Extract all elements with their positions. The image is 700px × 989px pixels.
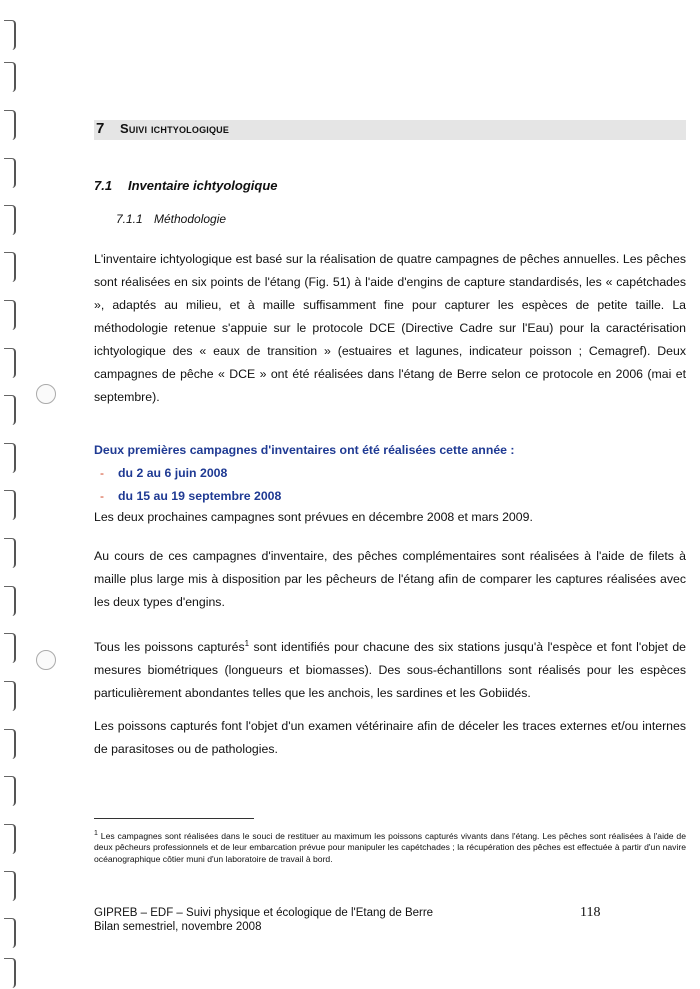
fish-paragraph-rest: sont identifiés pour chacune des six stations jusqu'à l'espèce et font l'objet de mesures biométriques (longueurs et biomasses). Des sous-échantillons sont réalisés pour les espèces particulièrement abondantes telles que les anchois, les sardines et les Gobiidés.	[94, 640, 686, 701]
punch-hole	[36, 650, 56, 670]
campaigns-heading: Deux premières campagnes d'inventaires ont été réalisées cette année :	[94, 443, 515, 457]
complementary-paragraph: Au cours de ces campagnes d'inventaire, des pêches complémentaires sont réalisées à l'aide de filets à maille plus large mis à disposition par les pêcheurs de l'étang afin de comparer les captures réalisées avec les deux types d'engins.	[94, 549, 686, 609]
bullet-dash: -	[100, 489, 104, 503]
fish-paragraph	[94, 632, 686, 705]
subsection-number: 7.1	[94, 178, 113, 193]
footnote-text: Les campagnes sont réalisées dans le souci de restituer au maximum les poissons capturés vivants dans l'étang. Les pêches sont réalisées à l'aide de deux pêcheurs professionnels et de leur embarcation prévue pour manipuler les capétchades ; la récupération des pêches est effectuée à partir d'un navire océanographique côtier muni d'un laboratoire de travail à bord.	[94, 830, 686, 864]
footnote-number: 1	[94, 830, 98, 837]
veterinary-paragraph: Les poissons capturés font l'objet d'un examen vétérinaire afin de déceler les traces externes et/ou internes de parasitoses ou de pathologies.	[94, 719, 686, 756]
subsubsection-title: Méthodologie	[154, 212, 227, 226]
subsubsection-number: 7.1.1	[116, 212, 143, 226]
page-number: 118	[580, 905, 601, 920]
footer-line-2: Bilan semestriel, novembre 2008	[94, 921, 262, 933]
subsection-title: Inventaire ichtyologique	[128, 178, 278, 193]
footnote-separator	[94, 818, 254, 819]
methodology-paragraph: L'inventaire ichtyologique est basé sur la réalisation de quatre campagnes de pêches annuelles. Les pêches sont réalisées en six points de l'étang (Fig. 51) à l'aide d'engins de capture standardisés, les « capétchades », adaptés au milieu, et à maille suffisamment fine pour capturer les espèces de petite taille. La méthodologie retenue s'appuie sur le protocole DCE (Directive Cadre sur l'Eau) pour la caractérisation ichtyologique des « eaux de transition » (estuaires et lagunes, indicateur poisson ; Cemagref). Deux campagnes de pêche « DCE » ont été réalisées dans l'étang de Berre selon ce protocole en 2006 (mai et septembre).	[94, 252, 686, 404]
campaign-item: du 15 au 19 septembre 2008	[118, 489, 282, 503]
next-campaigns: Les deux prochaines campagnes sont prévues en décembre 2008 et mars 2009.	[94, 510, 533, 524]
footnote-reference[interactable]: 1	[244, 639, 250, 648]
binder-rings	[0, 0, 24, 989]
footnote	[94, 828, 686, 865]
section-number: 7	[96, 120, 105, 137]
footer-line-1: GIPREB – EDF – Suivi physique et écologique de l'Etang de Berre	[94, 907, 434, 919]
campaign-item: du 2 au 6 juin 2008	[118, 466, 228, 480]
punch-hole	[36, 384, 56, 404]
bullet-dash: -	[100, 466, 104, 480]
section-title: Suivi ichtyologique	[120, 121, 230, 136]
fish-paragraph-start: Tous les poissons capturés	[94, 640, 245, 655]
